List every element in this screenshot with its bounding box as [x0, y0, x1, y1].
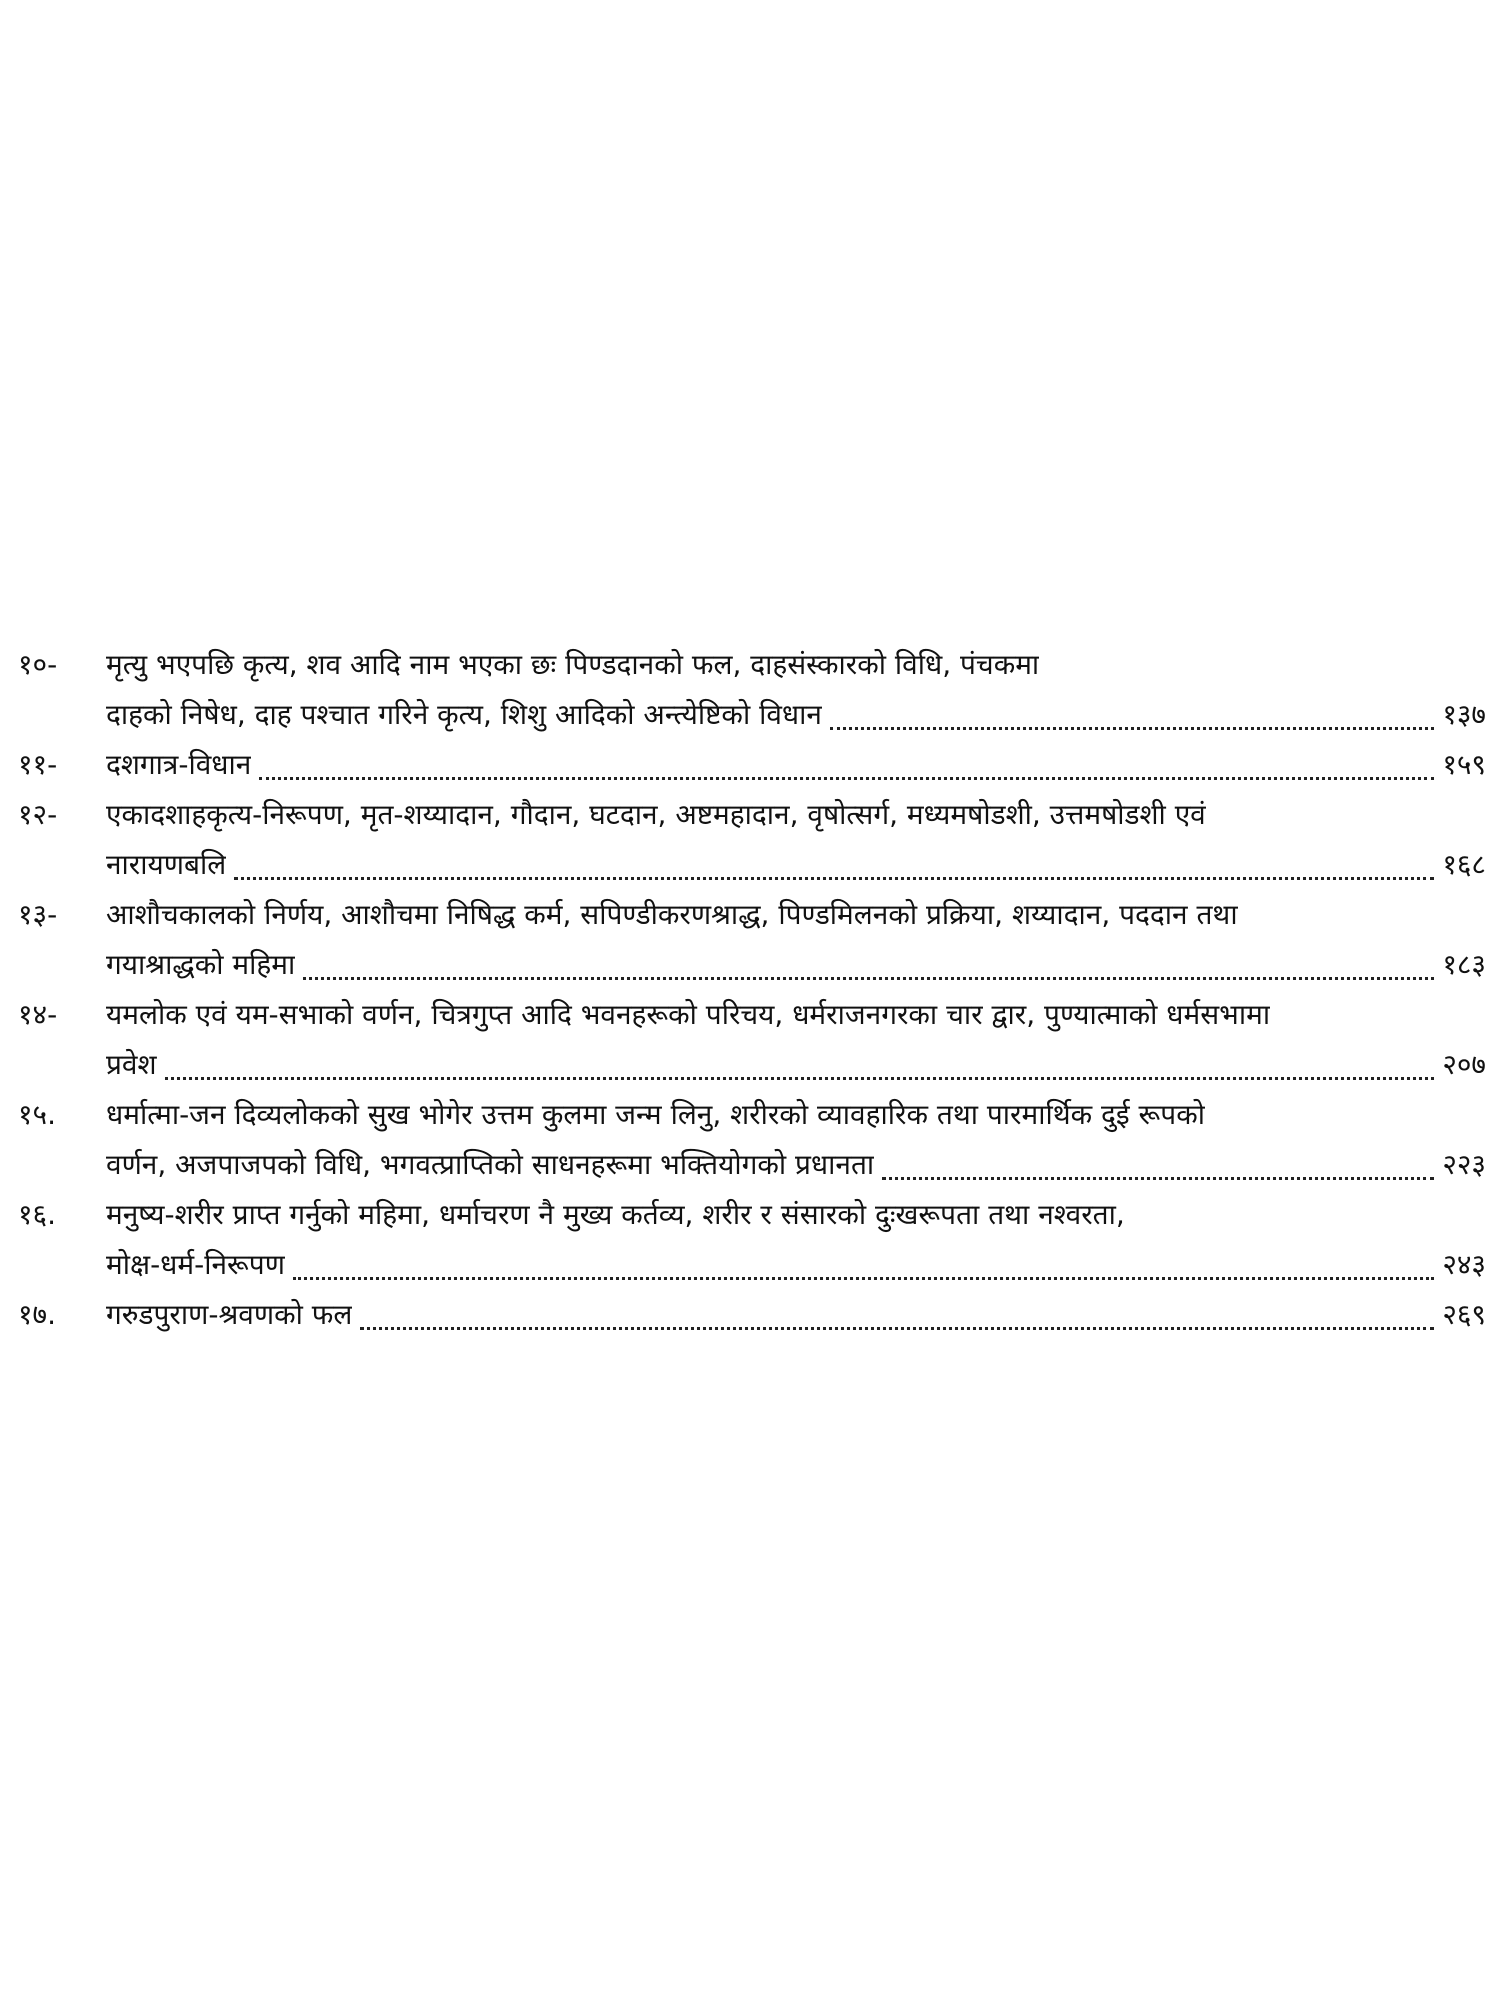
toc-entry-number: १५. — [18, 1098, 57, 1131]
toc-entry-text: यमलोक एवं यम-सभाको वर्णन, चित्रगुप्त आदि भवनहरूको परिचय, धर्मराजनगरका चार द्वार, पुण्यात्माको धर्मसभामा — [106, 998, 1271, 1031]
toc-entry-text: गयाश्राद्धको महिमा — [106, 948, 296, 981]
toc-page-number: १५९ — [1442, 748, 1486, 781]
toc-entry — [18, 1090, 1486, 1190]
toc-entry-text: मोक्ष-धर्म-निरूपण — [106, 1248, 285, 1281]
toc-entry-text: गरुडपुराण-श्रवणको फल — [106, 1298, 353, 1331]
toc-entry-text: वर्णन, अजपाजपको विधि, भगवत्प्राप्तिको साधनहरूमा भक्तियोगको प्रधानता — [106, 1148, 875, 1181]
toc-entry — [18, 740, 1486, 790]
table-of-contents — [18, 640, 1486, 1340]
toc-line — [18, 990, 1486, 1040]
dot-leader — [303, 977, 1434, 980]
toc-line — [18, 1290, 1486, 1340]
toc-entry-text: धर्मात्मा-जन दिव्यलोकको सुख भोगेर उत्तम कुलमा जन्म लिनु, शरीरको व्यावहारिक तथा पारमार्थिक दुई रूपको — [106, 1098, 1205, 1131]
toc-entry-number: १०- — [18, 648, 58, 681]
toc-page-number: १६८ — [1442, 848, 1486, 881]
toc-entry-text: दशगात्र-विधान — [106, 748, 252, 781]
toc-entry-number: ११- — [18, 748, 58, 781]
dot-leader — [293, 1277, 1434, 1280]
dot-leader — [360, 1327, 1434, 1330]
toc-entry — [18, 1190, 1486, 1290]
toc-entry-number: १३- — [18, 898, 58, 931]
dot-leader — [882, 1177, 1434, 1180]
toc-page-number: २६९ — [1442, 1298, 1486, 1331]
toc-page-number: २४३ — [1442, 1248, 1486, 1281]
toc-page-number: १३७ — [1442, 698, 1486, 731]
toc-entry-number: १४- — [18, 998, 58, 1031]
toc-line — [18, 1040, 1486, 1090]
dot-leader — [830, 727, 1434, 730]
toc-entry-text: आशौचकालको निर्णय, आशौचमा निषिद्ध कर्म, सपिण्डीकरणश्राद्ध, पिण्डमिलनको प्रक्रिया, शय्यादान, पददान तथा — [106, 898, 1238, 931]
toc-entry-number: १२- — [18, 798, 58, 831]
toc-page-number: २२३ — [1442, 1148, 1486, 1181]
dot-leader — [165, 1077, 1435, 1080]
toc-line — [18, 1090, 1486, 1140]
toc-entry-text: प्रवेश — [106, 1048, 157, 1081]
toc-entry-text: मनुष्य-शरीर प्राप्त गर्नुको महिमा, धर्माचरण नै मुख्य कर्तव्य, शरीर र संसारको दुःखरूपता तथा नश्वरता, — [106, 1198, 1125, 1231]
toc-entry-number: १७. — [18, 1298, 57, 1331]
toc-line — [18, 1140, 1486, 1190]
toc-line — [18, 1240, 1486, 1290]
toc-line — [18, 1190, 1486, 1240]
toc-entry — [18, 640, 1486, 740]
toc-line — [18, 840, 1486, 890]
toc-entry — [18, 790, 1486, 890]
toc-line — [18, 790, 1486, 840]
toc-page-number: २०७ — [1442, 1048, 1486, 1081]
toc-entry-text: नारायणबलि — [106, 848, 227, 881]
toc-page-number: १८३ — [1442, 948, 1486, 981]
toc-entry — [18, 1290, 1486, 1340]
dot-leader — [234, 877, 1434, 880]
toc-entry — [18, 890, 1486, 990]
toc-line — [18, 940, 1486, 990]
dot-leader — [259, 777, 1434, 780]
toc-line — [18, 890, 1486, 940]
toc-line — [18, 640, 1486, 690]
toc-entry-number: १६. — [18, 1198, 57, 1231]
toc-entry-text: एकादशाहकृत्य-निरूपण, मृत-शय्यादान, गौदान, घटदान, अष्टमहादान, वृषोत्सर्ग, मध्यमषोडशी, उत्तमषोडशी एवं — [106, 798, 1206, 831]
toc-entry-text: दाहको निषेध, दाह पश्चात गरिने कृत्य, शिशु आदिको अन्त्येष्टिको विधान — [106, 698, 822, 731]
toc-line — [18, 690, 1486, 740]
toc-line — [18, 740, 1486, 790]
toc-entry-text: मृत्यु भएपछि कृत्य, शव आदि नाम भएका छः पिण्डदानको फल, दाहसंस्कारको विधि, पंचकमा — [106, 648, 1040, 681]
toc-entry — [18, 990, 1486, 1090]
